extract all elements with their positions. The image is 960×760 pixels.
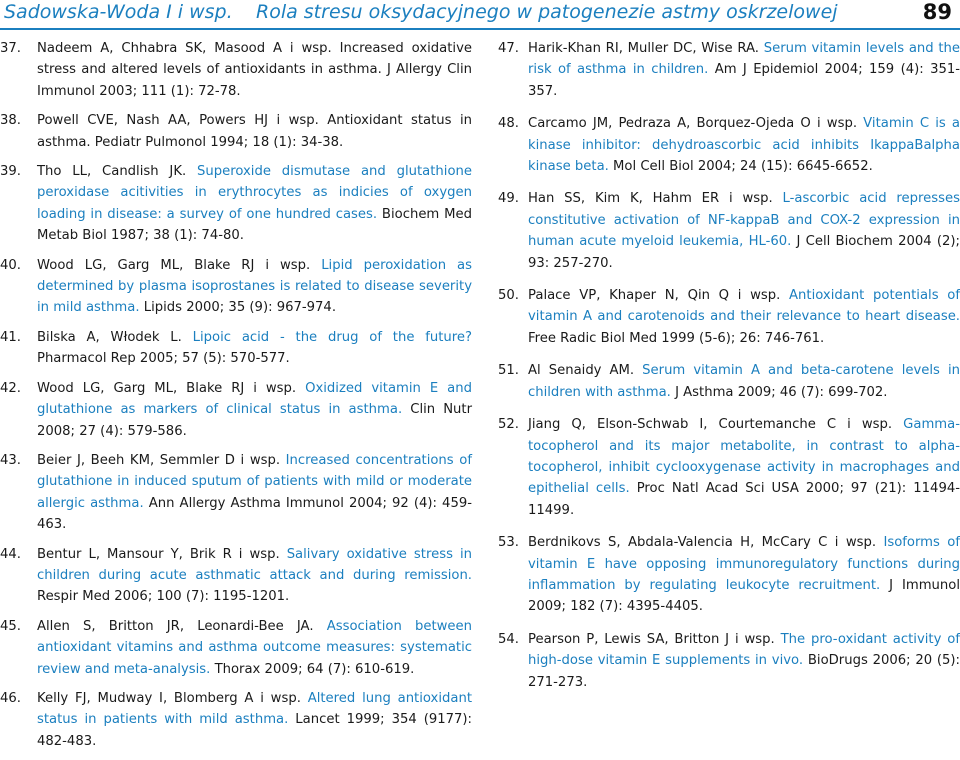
reference-source: J Asthma 2009; 46 (7): 699-702. bbox=[670, 384, 888, 400]
reference-authors: Allen S, Britton JR, Leonardi-Bee JA. bbox=[37, 618, 327, 634]
reference-number: 39. bbox=[0, 164, 21, 180]
reference-number: 54. bbox=[498, 631, 519, 647]
references-right-column bbox=[488, 38, 960, 704]
reference-title-link[interactable]: Antioxidant potentials of vitamin A and carotenoids and their relevance to heart disease. bbox=[528, 288, 960, 325]
reference-title-link[interactable]: Association between antioxidant vitamins and asthma outcome measures: systematic review and meta-analysis. bbox=[37, 618, 473, 677]
reference-title-link[interactable]: The pro-oxidant activity of high-dose vitamin E supplements in vivo. bbox=[528, 631, 960, 669]
reference-item bbox=[488, 360, 960, 403]
reference-number: 38. bbox=[0, 113, 21, 129]
reference-title-link[interactable]: Vitamin C is a kinase inhibitor: dehydroascorbic acid inhibits IkappaBalpha kinase beta. bbox=[528, 116, 960, 175]
reference-item bbox=[0, 327, 472, 370]
reference-authors: Beier J, Beeh KM, Semmler D i wsp. bbox=[37, 452, 286, 468]
reference-number: 52. bbox=[498, 417, 519, 433]
reference-item bbox=[0, 378, 472, 442]
reference-authors: Nadeem A, Chhabra SK, Masood A i wsp. Increased oxidative stress and altered levels of antioxidants in asthma. J Allergy Clin Immunol 2003; 111 (1): 72-78. bbox=[37, 41, 472, 99]
reference-number: 43. bbox=[0, 452, 21, 468]
running-title: Rola stresu oksydacyjnego w patogenezie astmy oskrzelowej bbox=[256, 1, 838, 23]
reference-item bbox=[0, 450, 472, 536]
reference-title-link[interactable]: Oxidized vitamin E and glutathione as markers of clinical status in asthma. bbox=[37, 380, 472, 418]
reference-item bbox=[0, 544, 472, 608]
reference-source: Lancet 1999; 354 (9177): 482-483. bbox=[37, 712, 472, 749]
header-rule bbox=[0, 28, 960, 30]
reference-item bbox=[488, 38, 960, 102]
reference-authors: Jiang Q, Elson-Schwab I, Courtemanche C i wsp. bbox=[528, 417, 904, 433]
reference-title-link[interactable]: Serum vitamin A and beta-carotene levels in children with asthma. bbox=[528, 363, 960, 400]
reference-authors: Pearson P, Lewis SA, Britton J i wsp. bbox=[528, 631, 781, 647]
reference-item bbox=[0, 255, 472, 319]
reference-authors: Wood LG, Garg ML, Blake RJ i wsp. bbox=[37, 380, 306, 396]
reference-number: 48. bbox=[498, 116, 519, 132]
reference-item bbox=[488, 188, 960, 274]
reference-item bbox=[0, 616, 472, 680]
reference-source: Proc Natl Acad Sci USA 2000; 97 (21): 11494-11499. bbox=[528, 481, 960, 518]
reference-source: Ann Allergy Asthma Immunol 2004; 92 (4): 459-463. bbox=[37, 495, 472, 533]
reference-authors: Bentur L, Mansour Y, Brik R i wsp. bbox=[37, 546, 287, 562]
reference-source: Pharmacol Rep 2005; 57 (5): 570-577. bbox=[37, 351, 290, 367]
reference-number: 45. bbox=[0, 618, 21, 634]
reference-number: 40. bbox=[0, 257, 21, 273]
reference-number: 50. bbox=[498, 288, 519, 304]
reference-number: 37. bbox=[0, 41, 21, 56]
reference-authors: Tho LL, Candlish JK. bbox=[37, 164, 197, 180]
reference-number: 51. bbox=[498, 363, 519, 379]
reference-title-link[interactable]: Isoforms of vitamin E have opposing immunoregulatory functions during inflammation by regulating leukocyte recruitment. bbox=[528, 535, 960, 593]
reference-item bbox=[0, 38, 472, 102]
reference-source: Free Radic Biol Med 1999 (5-6); 26: 746-761. bbox=[528, 330, 825, 346]
reference-source: Respir Med 2006; 100 (7): 1195-1201. bbox=[37, 589, 290, 605]
reference-title-link[interactable]: Superoxide dismutase and glutathione peroxidase acitivities in erythrocytes as indicies of oxygen loading in disease: a survey of one hundred cases. bbox=[37, 164, 472, 222]
reference-number: 41. bbox=[0, 329, 21, 345]
reference-authors: Powell CVE, Nash AA, Powers HJ i wsp. Antioxidant status in asthma. Pediatr Pulmonol 1994; 18 (1): 34-38. bbox=[37, 113, 472, 150]
reference-item bbox=[488, 285, 960, 349]
reference-source: Mol Cell Biol 2004; 24 (15): 6645-6652. bbox=[608, 159, 873, 175]
reference-item bbox=[0, 688, 472, 752]
reference-authors: Kelly FJ, Mudway I, Blomberg A i wsp. bbox=[37, 690, 308, 706]
reference-number: 53. bbox=[498, 535, 519, 551]
reference-title-link[interactable]: L-ascorbic acid represses constitutive activation of NF-kappaB and COX-2 expression in human acute myeloid leukemia, HL-60. bbox=[528, 191, 960, 250]
reference-title-link[interactable]: Lipid peroxidation as determined by plasma isoprostanes is related to disease severity in mild asthma. bbox=[37, 257, 473, 316]
reference-authors: Al Senaidy AM. bbox=[528, 363, 643, 379]
reference-number: 42. bbox=[0, 380, 21, 396]
reference-authors: Palace VP, Khaper N, Qin Q i wsp. bbox=[528, 288, 790, 304]
reference-number: 47. bbox=[498, 41, 519, 56]
reference-title-link[interactable]: Altered lung antioxidant status in patients with mild asthma. bbox=[37, 690, 472, 728]
reference-authors: Bilska A, Włodek L. bbox=[37, 329, 193, 345]
reference-source: Thorax 2009; 64 (7): 610-619. bbox=[210, 661, 415, 677]
reference-authors: Carcamo JM, Pedraza A, Borquez-Ojeda O i wsp. bbox=[528, 116, 864, 132]
reference-item bbox=[488, 629, 960, 693]
reference-title-link[interactable]: Serum vitamin levels and the risk of asthma in children. bbox=[528, 41, 960, 78]
page-header bbox=[0, 0, 960, 26]
reference-source: BioDrugs 2006; 20 (5): 271-273. bbox=[528, 653, 960, 690]
reference-authors: Wood LG, Garg ML, Blake RJ i wsp. bbox=[37, 257, 322, 273]
reference-title-link[interactable]: Gamma-tocopherol and its major metabolite, in contrast to alpha-tocopherol, inhibit cyclooxygenase activity in macrophages and epithelial cells. bbox=[528, 417, 960, 497]
reference-authors: Berdnikovs S, Abdala-Valencia H, McCary C i wsp. bbox=[528, 535, 884, 551]
reference-item bbox=[488, 532, 960, 618]
reference-source: J Immunol 2009; 182 (7): 4395-4405. bbox=[528, 577, 960, 615]
running-authors: Sadowska-Woda I i wsp. bbox=[4, 1, 233, 23]
reference-source: Clin Nutr 2008; 27 (4): 579-586. bbox=[37, 402, 473, 439]
reference-item bbox=[488, 113, 960, 177]
reference-number: 44. bbox=[0, 546, 21, 562]
reference-title-link[interactable]: Salivary oxidative stress in children during acute asthmatic attack and during remission. bbox=[37, 546, 472, 583]
reference-item bbox=[0, 161, 472, 247]
reference-source: Am J Epidemiol 2004; 159 (4): 351-357. bbox=[528, 62, 960, 99]
reference-source: Biochem Med Metab Biol 1987; 38 (1): 74-80. bbox=[37, 206, 472, 244]
reference-authors: Han SS, Kim K, Hahm ER i wsp. bbox=[528, 191, 783, 207]
page-number: 89 bbox=[922, 0, 952, 24]
references-left-column bbox=[0, 38, 472, 760]
reference-item bbox=[488, 414, 960, 521]
reference-source: J Cell Biochem 2004 (2); 93: 257-270. bbox=[528, 234, 960, 271]
reference-title-link[interactable]: Lipoic acid - the drug of the future? bbox=[192, 329, 473, 345]
reference-title-link[interactable]: Increased concentrations of glutathione in induced sputum of patients with mild or moderate allergic asthma. bbox=[37, 452, 472, 511]
reference-item bbox=[0, 110, 472, 153]
reference-number: 49. bbox=[498, 191, 519, 207]
reference-number: 46. bbox=[0, 690, 21, 706]
reference-source: Lipids 2000; 35 (9): 967-974. bbox=[139, 300, 337, 316]
reference-authors: Harik-Khan RI, Muller DC, Wise RA. bbox=[528, 41, 764, 56]
